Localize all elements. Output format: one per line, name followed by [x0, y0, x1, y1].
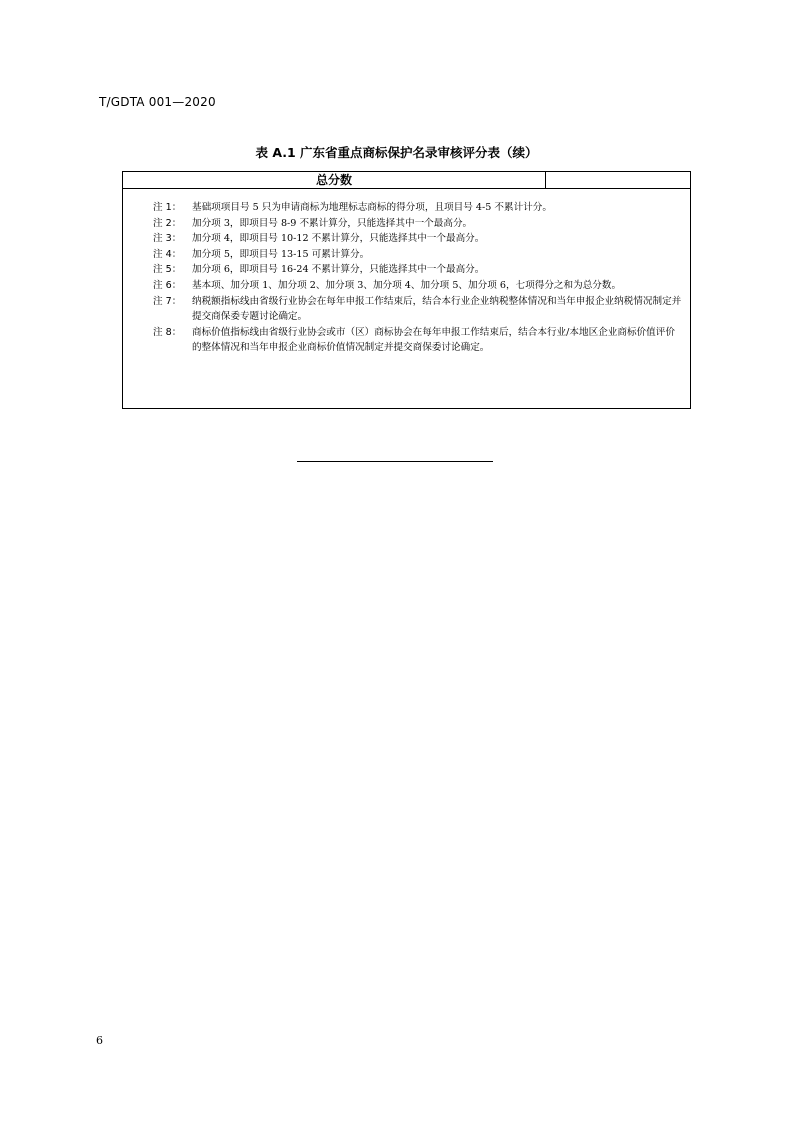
note-item	[153, 216, 683, 232]
total-score-label: 总分数	[123, 172, 546, 188]
note-item	[153, 325, 683, 356]
total-score-row	[123, 172, 690, 189]
note-label: 注 5：	[153, 264, 182, 276]
note-label: 注 3：	[153, 233, 182, 245]
note-text: 基础项项目号 5 只为申请商标为地理标志商标的得分项，且项目号 4-5 不累计计分。	[192, 202, 552, 213]
note-item	[153, 278, 683, 294]
note-text: 基本项、加分项 1、加分项 2、加分项 3、加分项 4、加分项 5、加分项 6，七项得分之和为总分数。	[192, 279, 622, 291]
note-label: 注 1：	[153, 202, 182, 213]
note-text: 加分项 6，即项目号 16-24 不累计算分，只能选择其中一个最高分。	[192, 264, 485, 276]
note-item	[153, 200, 683, 216]
note-text: 加分项 5，即项目号 13-15 可累计算分。	[192, 248, 370, 260]
note-label: 注 2：	[153, 217, 182, 229]
table-title: 表 A.1 广东省重点商标保护名录审核评分表（续）	[255, 145, 538, 160]
page-number: 6	[96, 1034, 103, 1047]
note-label: 注 4：	[153, 248, 182, 260]
note-text: 加分项 3，即项目号 8-9 不累计算分，只能选择其中一个最高分。	[192, 217, 473, 229]
note-item	[153, 262, 683, 278]
note-label: 注 6：	[153, 279, 182, 291]
note-item	[153, 247, 683, 263]
notes-list	[153, 200, 683, 356]
note-label: 注 7：	[153, 295, 182, 307]
note-text: 纳税额指标线由省级行业协会在每年申报工作结束后，结合本行业企业纳税整体情况和当年申报企业纳税情况制定并提交商保委专题讨论确定。	[192, 295, 682, 323]
total-score-value	[546, 172, 690, 188]
scoring-table	[122, 171, 691, 409]
end-of-document-rule	[297, 461, 493, 462]
note-text: 商标价值指标线由省级行业协会或市（区）商标协会在每年申报工作结束后，结合本行业/本地区企业商标价值评价的整体情况和当年申报企业商标价值情况制定并提交商保委讨论确定。	[192, 326, 675, 354]
note-label: 注 8：	[153, 326, 182, 338]
standard-code: T/GDTA 001—2020	[99, 95, 216, 109]
note-text: 加分项 4，即项目号 10-12 不累计算分，只能选择其中一个最高分。	[192, 233, 485, 245]
note-item	[153, 231, 683, 247]
note-item	[153, 294, 683, 325]
